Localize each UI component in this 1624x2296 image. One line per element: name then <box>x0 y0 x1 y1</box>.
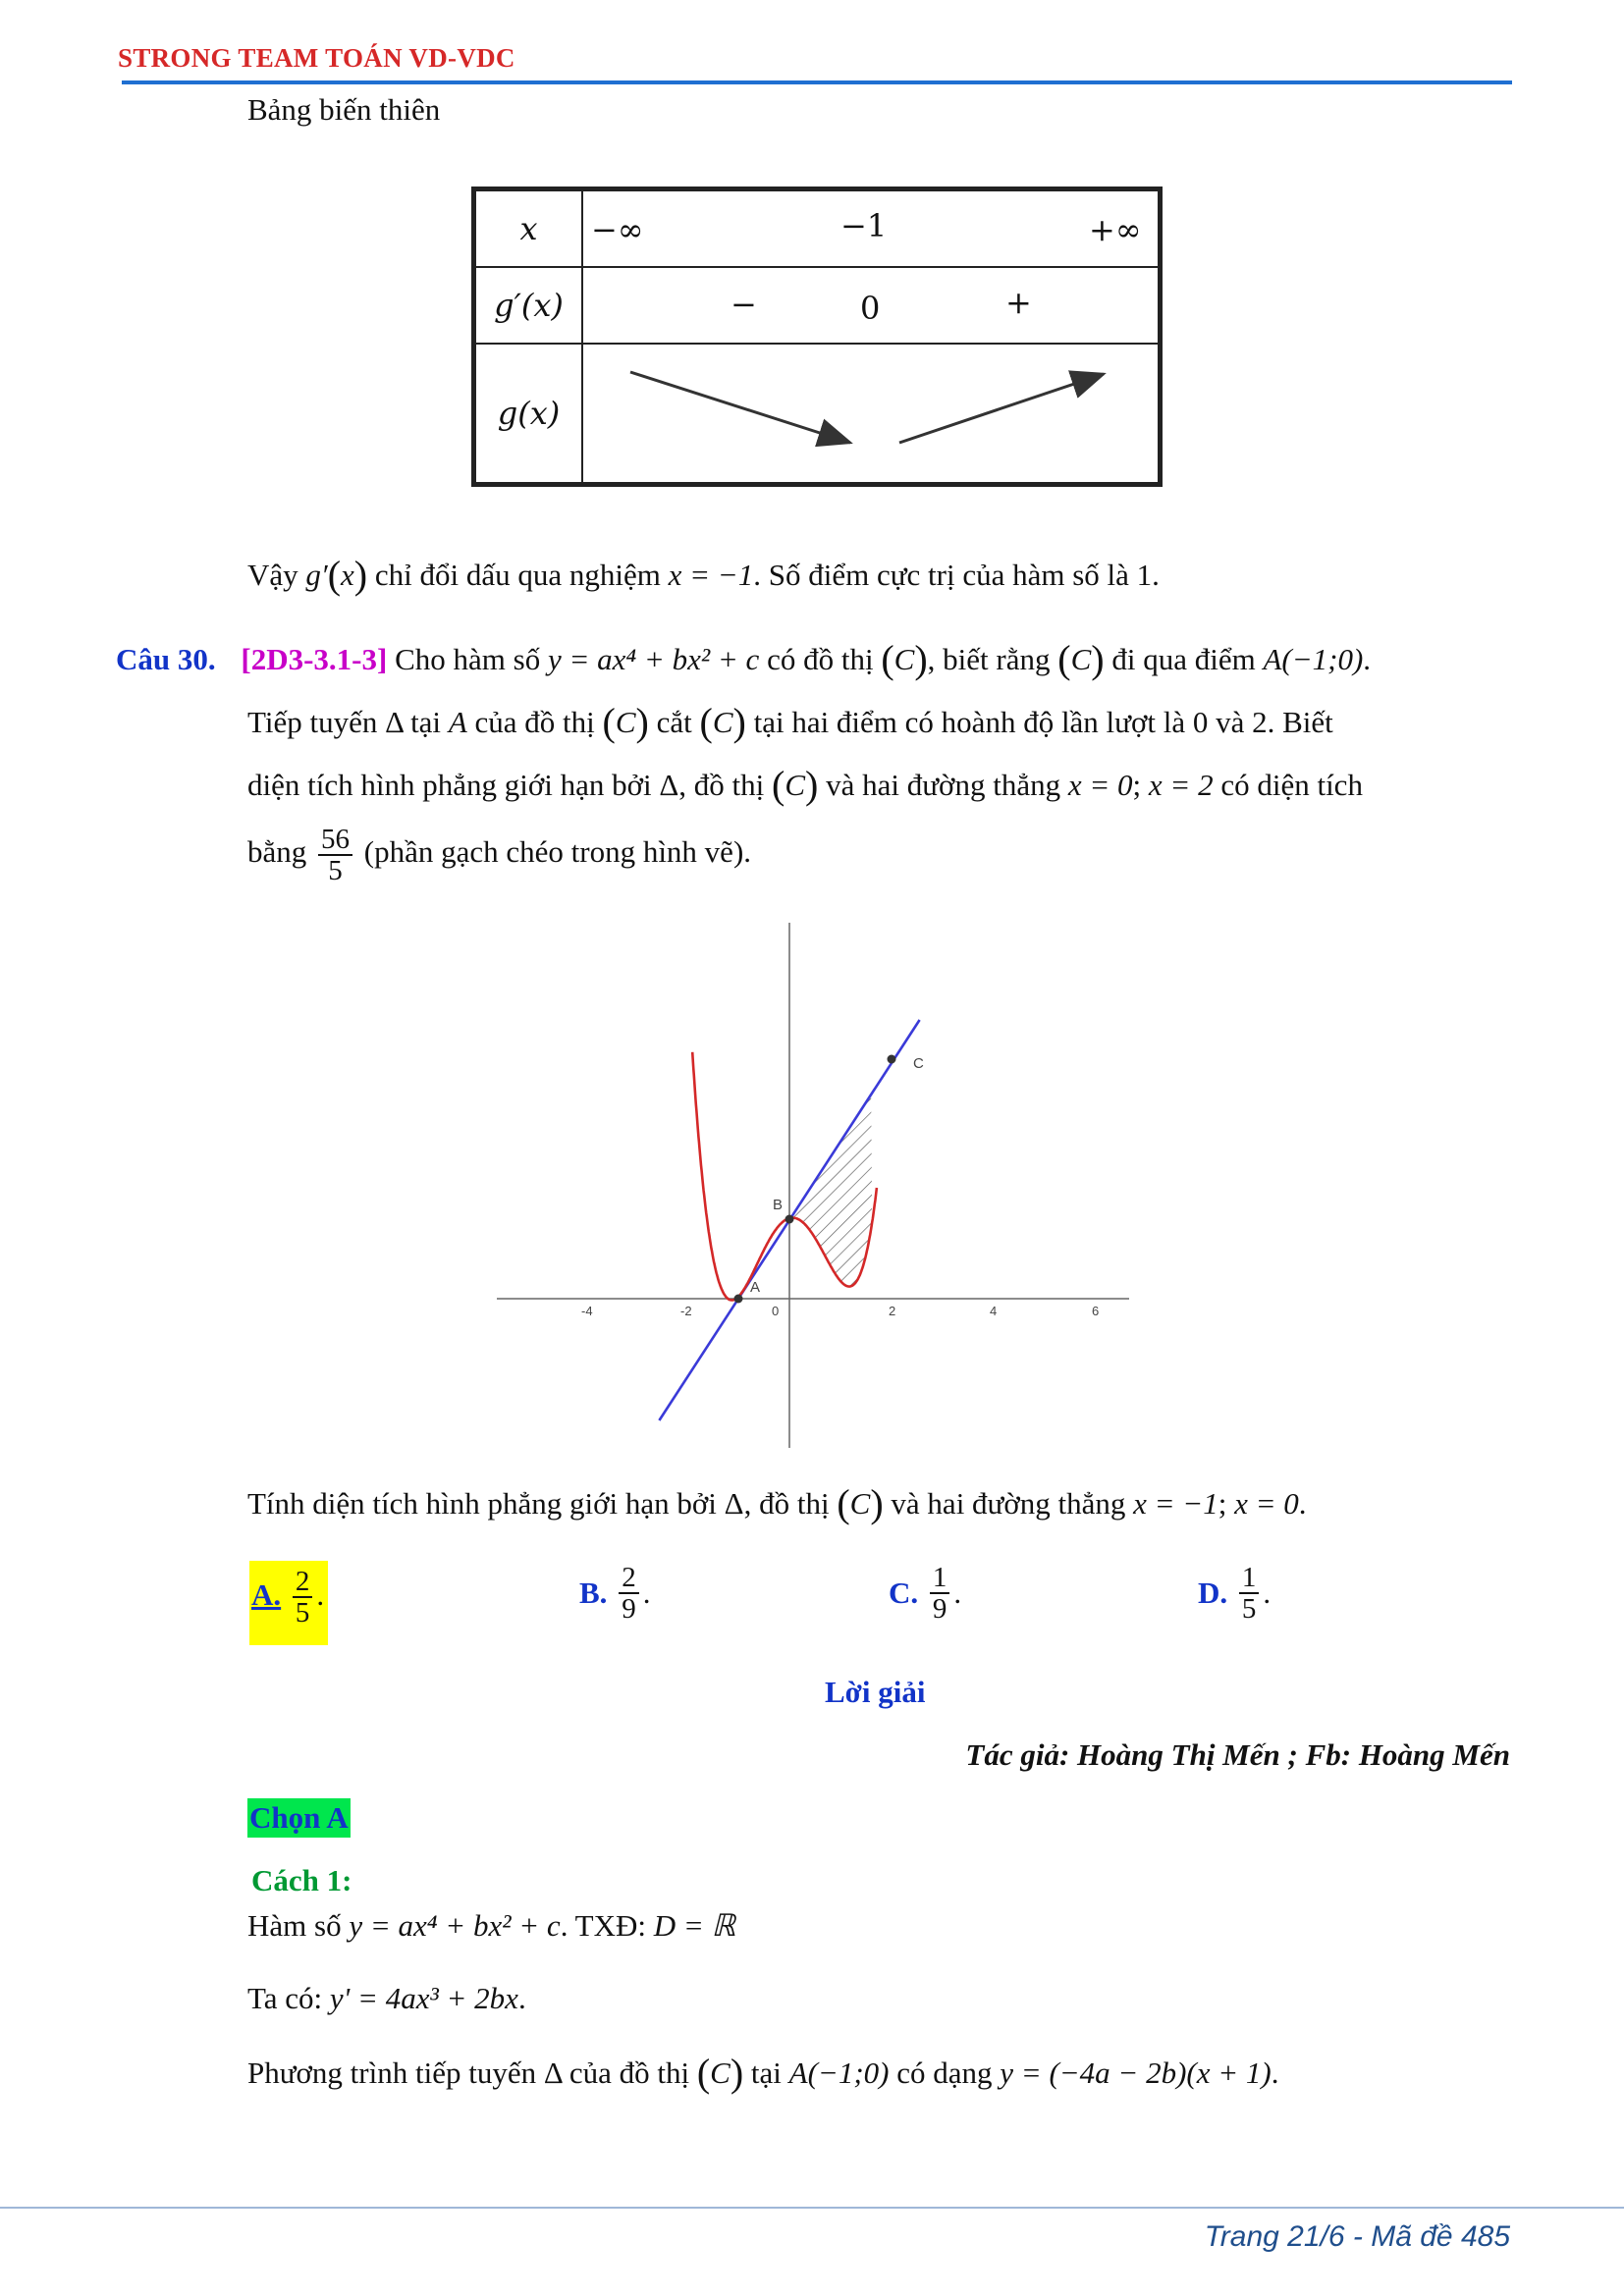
q-text: . <box>1363 642 1372 676</box>
ask-text: Tính diện tích hình phẳng giới hạn bởi Δ, đồ thị <box>247 1486 830 1521</box>
conclusion-text-3: . Số điểm cực trị của hàm số là 1. <box>753 558 1160 592</box>
sol-point: A(−1;0) <box>788 2056 890 2090</box>
sol-formula: y' = 4ax³ + 2bx <box>329 1981 518 2015</box>
option-letter: C. <box>889 1575 919 1610</box>
question-code: [2D3-3.1-3] <box>241 642 388 676</box>
conclusion-fn: g′ <box>305 558 328 592</box>
bbt-gprime-label: g′(x) <box>475 267 582 344</box>
question-number: Câu 30. <box>116 642 216 676</box>
q-curve: C <box>615 705 636 739</box>
q-eq: x = 0 <box>1067 768 1133 802</box>
bbt-x-neg-inf: −∞ <box>591 211 644 248</box>
q-curve: C <box>1070 642 1092 676</box>
sol-formula: y = ax⁴ + bx² + c <box>349 1908 561 1943</box>
solution-line-1 <box>247 1906 735 1946</box>
bbt-gprime-values <box>582 267 1159 344</box>
ask-eq: x = −1 <box>1133 1486 1218 1521</box>
conclusion-text-1: Vậy <box>247 558 298 592</box>
chosen-answer: Chọn A <box>247 1798 351 1838</box>
bbt-gprime-plus: + <box>1005 284 1032 321</box>
header-title: STRONG TEAM TOÁN VD-VDC <box>118 43 515 73</box>
sol-text: Ta có: <box>247 1981 323 2015</box>
bbt-x-pos-inf: +∞ <box>1089 211 1142 248</box>
bbt-g-label: g(x) <box>475 344 582 483</box>
ask-eq: x = 0 <box>1234 1486 1299 1521</box>
q-text: (phần gạch chéo trong hình vẽ). <box>363 834 752 870</box>
q-text: , biết rằng <box>927 642 1051 676</box>
header-divider <box>122 80 1512 84</box>
sol-text: . <box>1271 2056 1279 2090</box>
x-tick-label: -2 <box>680 1304 692 1318</box>
sol-formula: y = (−4a − 2b)(x + 1) <box>1000 2056 1272 2090</box>
increasing-arrow <box>899 374 1104 443</box>
sol-text: Hàm số <box>247 1908 342 1943</box>
point-b <box>785 1215 794 1224</box>
ask-text: . <box>1298 1486 1307 1521</box>
q-text: có diện tích <box>1220 768 1363 802</box>
bbt-heading: Bảng biến thiên <box>247 92 441 127</box>
point-c <box>888 1055 896 1064</box>
option-d[interactable]: D. $\frac{1}{5}$ . <box>1198 1562 1272 1625</box>
bbt-x-values <box>582 190 1159 267</box>
shaded-region <box>789 1095 872 1287</box>
x-tick-label: 2 <box>889 1304 896 1318</box>
solution-line-2 <box>247 1979 526 2018</box>
x-tick-label: -4 <box>581 1304 593 1318</box>
q-text: có đồ thị <box>767 642 874 676</box>
x-tick-label: 0 <box>772 1304 780 1318</box>
bbt-x-label: x <box>475 190 582 267</box>
sol-domain: D = ℝ <box>653 1908 736 1943</box>
q-text: đi qua điểm <box>1111 642 1256 676</box>
q-curve: C <box>893 642 915 676</box>
option-a[interactable]: A. $\frac{2}{5}$ . <box>249 1561 328 1645</box>
sol-text: tại <box>750 2056 782 2090</box>
conclusion-var: x <box>341 558 354 592</box>
q-formula: y = ax⁴ + bx² + c <box>547 642 760 676</box>
q-point: A <box>448 705 467 739</box>
solution-line-3: Phương trình tiếp tuyến Δ của đồ thị (C) tại A(−1;0) có dạng y = (−4a − 2b)(x + 1). <box>247 2051 1279 2095</box>
option-letter: A. <box>251 1577 282 1612</box>
decreasing-arrow <box>630 372 850 443</box>
method-heading: Cách 1: <box>251 1863 352 1897</box>
option-a-fraction: $\frac{2}{5}$ <box>293 1567 313 1628</box>
author-line: Tác giả: Hoàng Thị Mến ; Fb: Hoàng Mến <box>965 1737 1510 1772</box>
bbt-gprime-zero: 0 <box>860 290 881 327</box>
option-d-fraction: $\frac{1}{5}$ <box>1239 1563 1260 1624</box>
footer-divider <box>0 2207 1624 2209</box>
bbt-x-critical: −1 <box>840 207 888 244</box>
question-line-1: Câu 30. [2D3-3.1-3] Cho hàm số y = ax⁴ + bx² + c có đồ thị (C), biết rằng (C) đi qua điểm A(−1;0). <box>116 637 1372 681</box>
q-eq: x = 2 <box>1148 768 1214 802</box>
label-c: C <box>913 1055 924 1072</box>
conclusion-line: Vậy g′(x) chỉ đổi dấu qua nghiệm x = −1. Số điểm cực trị của hàm số là 1. <box>247 553 1160 597</box>
label-b: B <box>773 1197 784 1213</box>
q-text: bằng <box>247 834 307 870</box>
q-text: cắt <box>656 705 692 739</box>
bbt-gprime-minus: − <box>731 286 757 323</box>
bbt-g-arrows <box>582 344 1159 483</box>
q-curve: C <box>710 2056 731 2090</box>
option-b[interactable]: B. $\frac{2}{9}$ . <box>579 1562 651 1625</box>
q-text: tại hai điểm có hoành độ lần lượt là 0 và 2. Biết <box>753 705 1333 739</box>
variation-arrows <box>583 345 1167 488</box>
point-a <box>734 1295 743 1304</box>
q-text: Tiếp tuyến Δ tại <box>247 705 442 739</box>
question-line-3: diện tích hình phẳng giới hạn bởi Δ, đồ thị (C) và hai đường thẳng x = 0; x = 2 có diện tích <box>247 763 1363 807</box>
q-curve: C <box>785 768 806 802</box>
variation-table <box>471 187 1163 487</box>
ask-sep: ; <box>1218 1486 1227 1521</box>
q-text: và hai đường thẳng <box>826 768 1061 802</box>
ask-line: Tính diện tích hình phẳng giới hạn bởi Δ, đồ thị (C) và hai đường thẳng x = −1; x = 0. <box>247 1481 1307 1525</box>
x-tick-label: 6 <box>1092 1304 1100 1318</box>
ask-text: và hai đường thẳng <box>891 1486 1126 1521</box>
option-letter: B. <box>579 1575 608 1610</box>
option-c-fraction: $\frac{1}{9}$ <box>930 1563 950 1624</box>
option-letter: D. <box>1198 1575 1228 1610</box>
question-line-2: Tiếp tuyến Δ tại A của đồ thị (C) cắt (C) tại hai điểm có hoành độ lần lượt là 0 và 2. Biết <box>247 700 1333 744</box>
sol-text: . <box>517 1981 526 2015</box>
x-tick-label: 4 <box>990 1304 998 1318</box>
conclusion-root: x = −1 <box>668 558 754 592</box>
label-a: A <box>750 1279 761 1296</box>
conclusion-text-2: chỉ đổi dấu qua nghiệm <box>374 558 661 592</box>
x-tick-labels <box>581 1304 1099 1318</box>
function-graph <box>491 923 1139 1453</box>
sol-text: . TXĐ: <box>560 1908 646 1943</box>
page-footer: Trang 21/6 - Mã đề 485 <box>1204 2220 1510 2253</box>
option-b-fraction: $\frac{2}{9}$ <box>619 1563 639 1624</box>
q-sep: ; <box>1132 768 1142 802</box>
q-text: của đồ thị <box>474 705 595 739</box>
q-point-a: A(−1;0) <box>1263 642 1364 676</box>
q-curve: C <box>712 705 733 739</box>
q-text: diện tích hình phẳng giới hạn bởi Δ, đồ thị <box>247 768 765 802</box>
sol-text: Phương trình tiếp tuyến Δ của đồ thị <box>247 2056 690 2090</box>
q-text: Cho hàm số <box>395 642 541 676</box>
q-curve: C <box>849 1486 871 1521</box>
area-fraction: $\frac{56}{5}$ <box>318 825 352 885</box>
option-c[interactable]: C. $\frac{1}{9}$ . <box>889 1562 962 1625</box>
question-line-4 <box>247 825 751 885</box>
sol-text: có dạng <box>896 2056 993 2090</box>
solution-heading: Lời giải <box>825 1675 926 1709</box>
